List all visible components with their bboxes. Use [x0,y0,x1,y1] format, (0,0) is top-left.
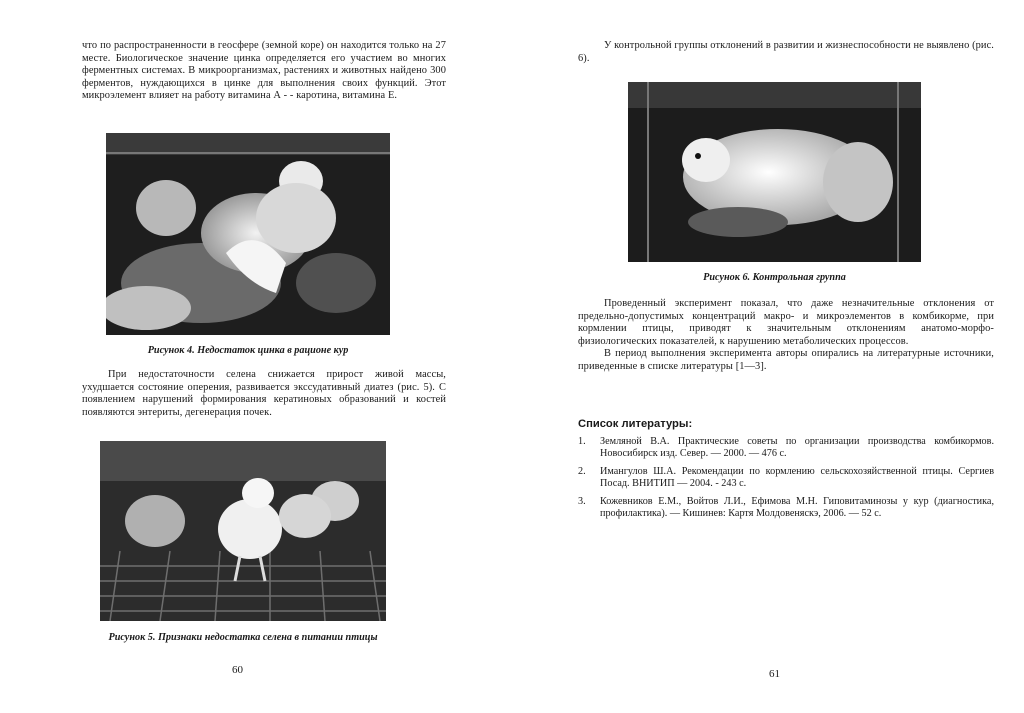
reference-text: Имангулов Ш.А. Рекомендации по кормлению сельскохозяйственной птицы. Сергиев Посад. ВНИТИП — 2004. - 243 с. [600,465,994,490]
figure4-photo [106,133,390,335]
control-paragraph [578,40,994,65]
figure5-caption: Рисунок 5. Признаки недостатка селена в питании птицы [108,632,378,643]
conclusion-text-1: Проведенный эксперимент показал, что даже незначительные отклонения от предельно-допустимых концентраций макро- и микроэлементов в комбикорме, при кормлении птицы, приводят к значительным отклонениям анатомо-морфо-физиологических показателей, к нарушению метаболических процессов. [578,298,994,347]
figure5-photo [100,441,386,621]
references-title: Список литературы: [578,418,693,430]
control-text: У контрольной группы отклонений в развитии и жизнеспособности не выявлено (рис. 6). [578,40,994,64]
page-number-right: 61 [769,668,780,680]
intro-paragraph [82,40,446,103]
reference-text: Кожевников Е.М., Войтов Л.И., Ефимова М.Н. Гиповитаминозы у кур (диагностика, профилактика). — Кишинев: Картя Молдовеняскэ, 2006. — 52 с. [600,495,994,520]
intro-text: что по распространенности в геосфере (земной коре) он находится только на 27 месте. Биологическое значение цинка определяется его участием во многих ферментных системах. В микроорганизмах, растениях и животных найдено 300 ферментов, нуждающихся в цинке для выполнения своих функций. Этот микроэлемент влияет на работу витамина А - - каротина, витамина Е. [82,40,446,102]
reference-text: Земляной В.А. Практические советы по организации производства комбикормов. Новосибирск изд. Север. — 2000. — 476 с. [600,436,994,460]
references-list [578,436,994,525]
conclusion-paragraph [578,298,994,374]
selenium-text: При недостаточности селена снижается прирост живой массы, ухудшается состояние оперения, развивается экссудативный диатез (рис. 5). С появлением нарушений формирования кератиновых образований и костей появляются энтериты, дегенерация почек. [82,369,446,418]
page-number-left: 60 [232,664,243,676]
conclusion-text-2: В период выполнения эксперимента авторы опирались на литературные источники, приведенные в списке литературы [1—3]. [578,348,994,372]
right-page [512,0,1024,713]
reference-item [578,466,994,491]
reference-number: 1. [578,436,586,447]
reference-number: 3. [578,495,586,507]
reference-number: 2. [578,465,586,477]
reference-item [578,496,994,521]
figure6-photo [628,82,921,262]
figure4-caption: Рисунок 4. Недостаток цинка в рационе кур [147,345,349,356]
figure6-caption: Рисунок 6. Контрольная группа [703,272,846,283]
selenium-paragraph [82,369,446,419]
reference-item [578,436,994,461]
